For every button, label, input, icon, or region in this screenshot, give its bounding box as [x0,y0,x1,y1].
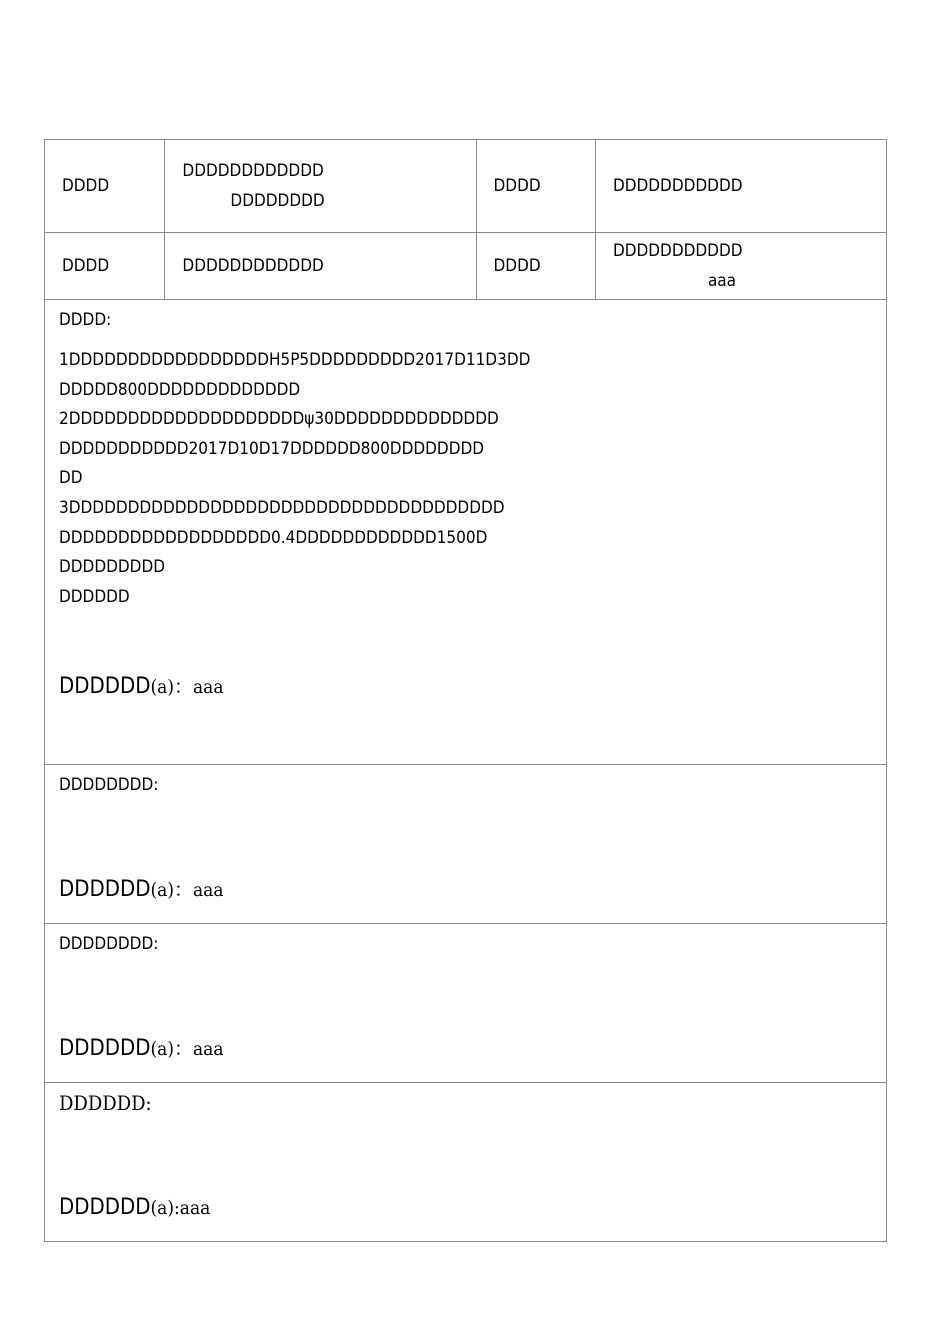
section1-content [59,346,886,612]
section3-signature [59,1034,224,1065]
row1-label-a: DDDD [45,140,165,233]
row1-label-b: DDDD [476,140,595,233]
section4-sign-label: DDDDDD [59,1195,151,1220]
section1-line: DDDDDDDDDDDDDDDDDD0.4DDDDDDDDDDDD1500D [59,527,488,548]
row2-value-b-line1: DDDDDDDDDDD [612,241,743,261]
opinion-section-2 [45,765,887,924]
row2-label-a: DDDD [45,233,165,300]
section3-sign-rest: (a)：aaa [150,1038,224,1060]
row1-value-b: DDDDDDDDDDD [595,140,886,233]
section-row-1 [45,300,887,765]
section1-line: 3DDDDDDDDDDDDDDDDDDDDDDDDDDDDDDDDDDDDD [59,497,505,518]
section1-signature [59,672,224,703]
section1-label: DDDD: [59,310,112,330]
section-row-3 [45,924,887,1083]
section2-label: DDDDDDDD: [59,775,159,795]
section1-line: 1DDDDDDDDDDDDDDDDDH5P5DDDDDDDDD2017D11D3DD [59,350,531,370]
section1-sign-label: DDDDDD [59,674,151,699]
section1-line: DD [59,468,83,489]
row2-value-a: DDDDDDDDDDDD [165,233,476,300]
opinion-section-4 [45,1083,887,1242]
section4-label: DDDDDD: [59,1091,152,1115]
row1-value-a-line2: DDDDDDDD [230,191,325,211]
info-table [44,139,887,1242]
section4-sign-rest: (a):aaa [150,1197,211,1219]
table-row [45,140,887,233]
section-row-2 [45,765,887,924]
opinion-section-1 [45,300,887,765]
section4-signature [59,1193,210,1224]
section1-line: DDDDD800DDDDDDDDDDDDD [59,379,301,400]
section1-line: DDDDDDDDD [59,557,166,578]
section3-sign-label: DDDDDD [59,1036,151,1061]
row1-value-a-line1: DDDDDDDDDDDD [182,161,324,181]
row1-value-a [165,140,476,233]
row2-label-b: DDDD [476,233,595,300]
section1-line: DDDDDDDDDDD2017D10D17DDDDDD800DDDDDDDD [59,438,485,459]
section1-sign-rest: (a)：aaa [150,676,224,698]
section3-label: DDDDDDDD: [59,934,159,954]
row2-value-b-line2: aaa [707,271,737,291]
section2-sign-rest: (a)：aaa [150,879,224,901]
opinion-section-3 [45,924,887,1083]
form-sheet [44,139,887,1242]
table-row [45,233,887,300]
section1-line: 2DDDDDDDDDDDDDDDDDDDDψ30DDDDDDDDDDDDDD [59,409,499,430]
row2-value-b [595,233,886,300]
section2-signature [59,875,224,906]
section2-sign-label: DDDDDD [59,877,151,902]
section1-line: DDDDDD [59,586,130,607]
section-row-4 [45,1083,887,1242]
